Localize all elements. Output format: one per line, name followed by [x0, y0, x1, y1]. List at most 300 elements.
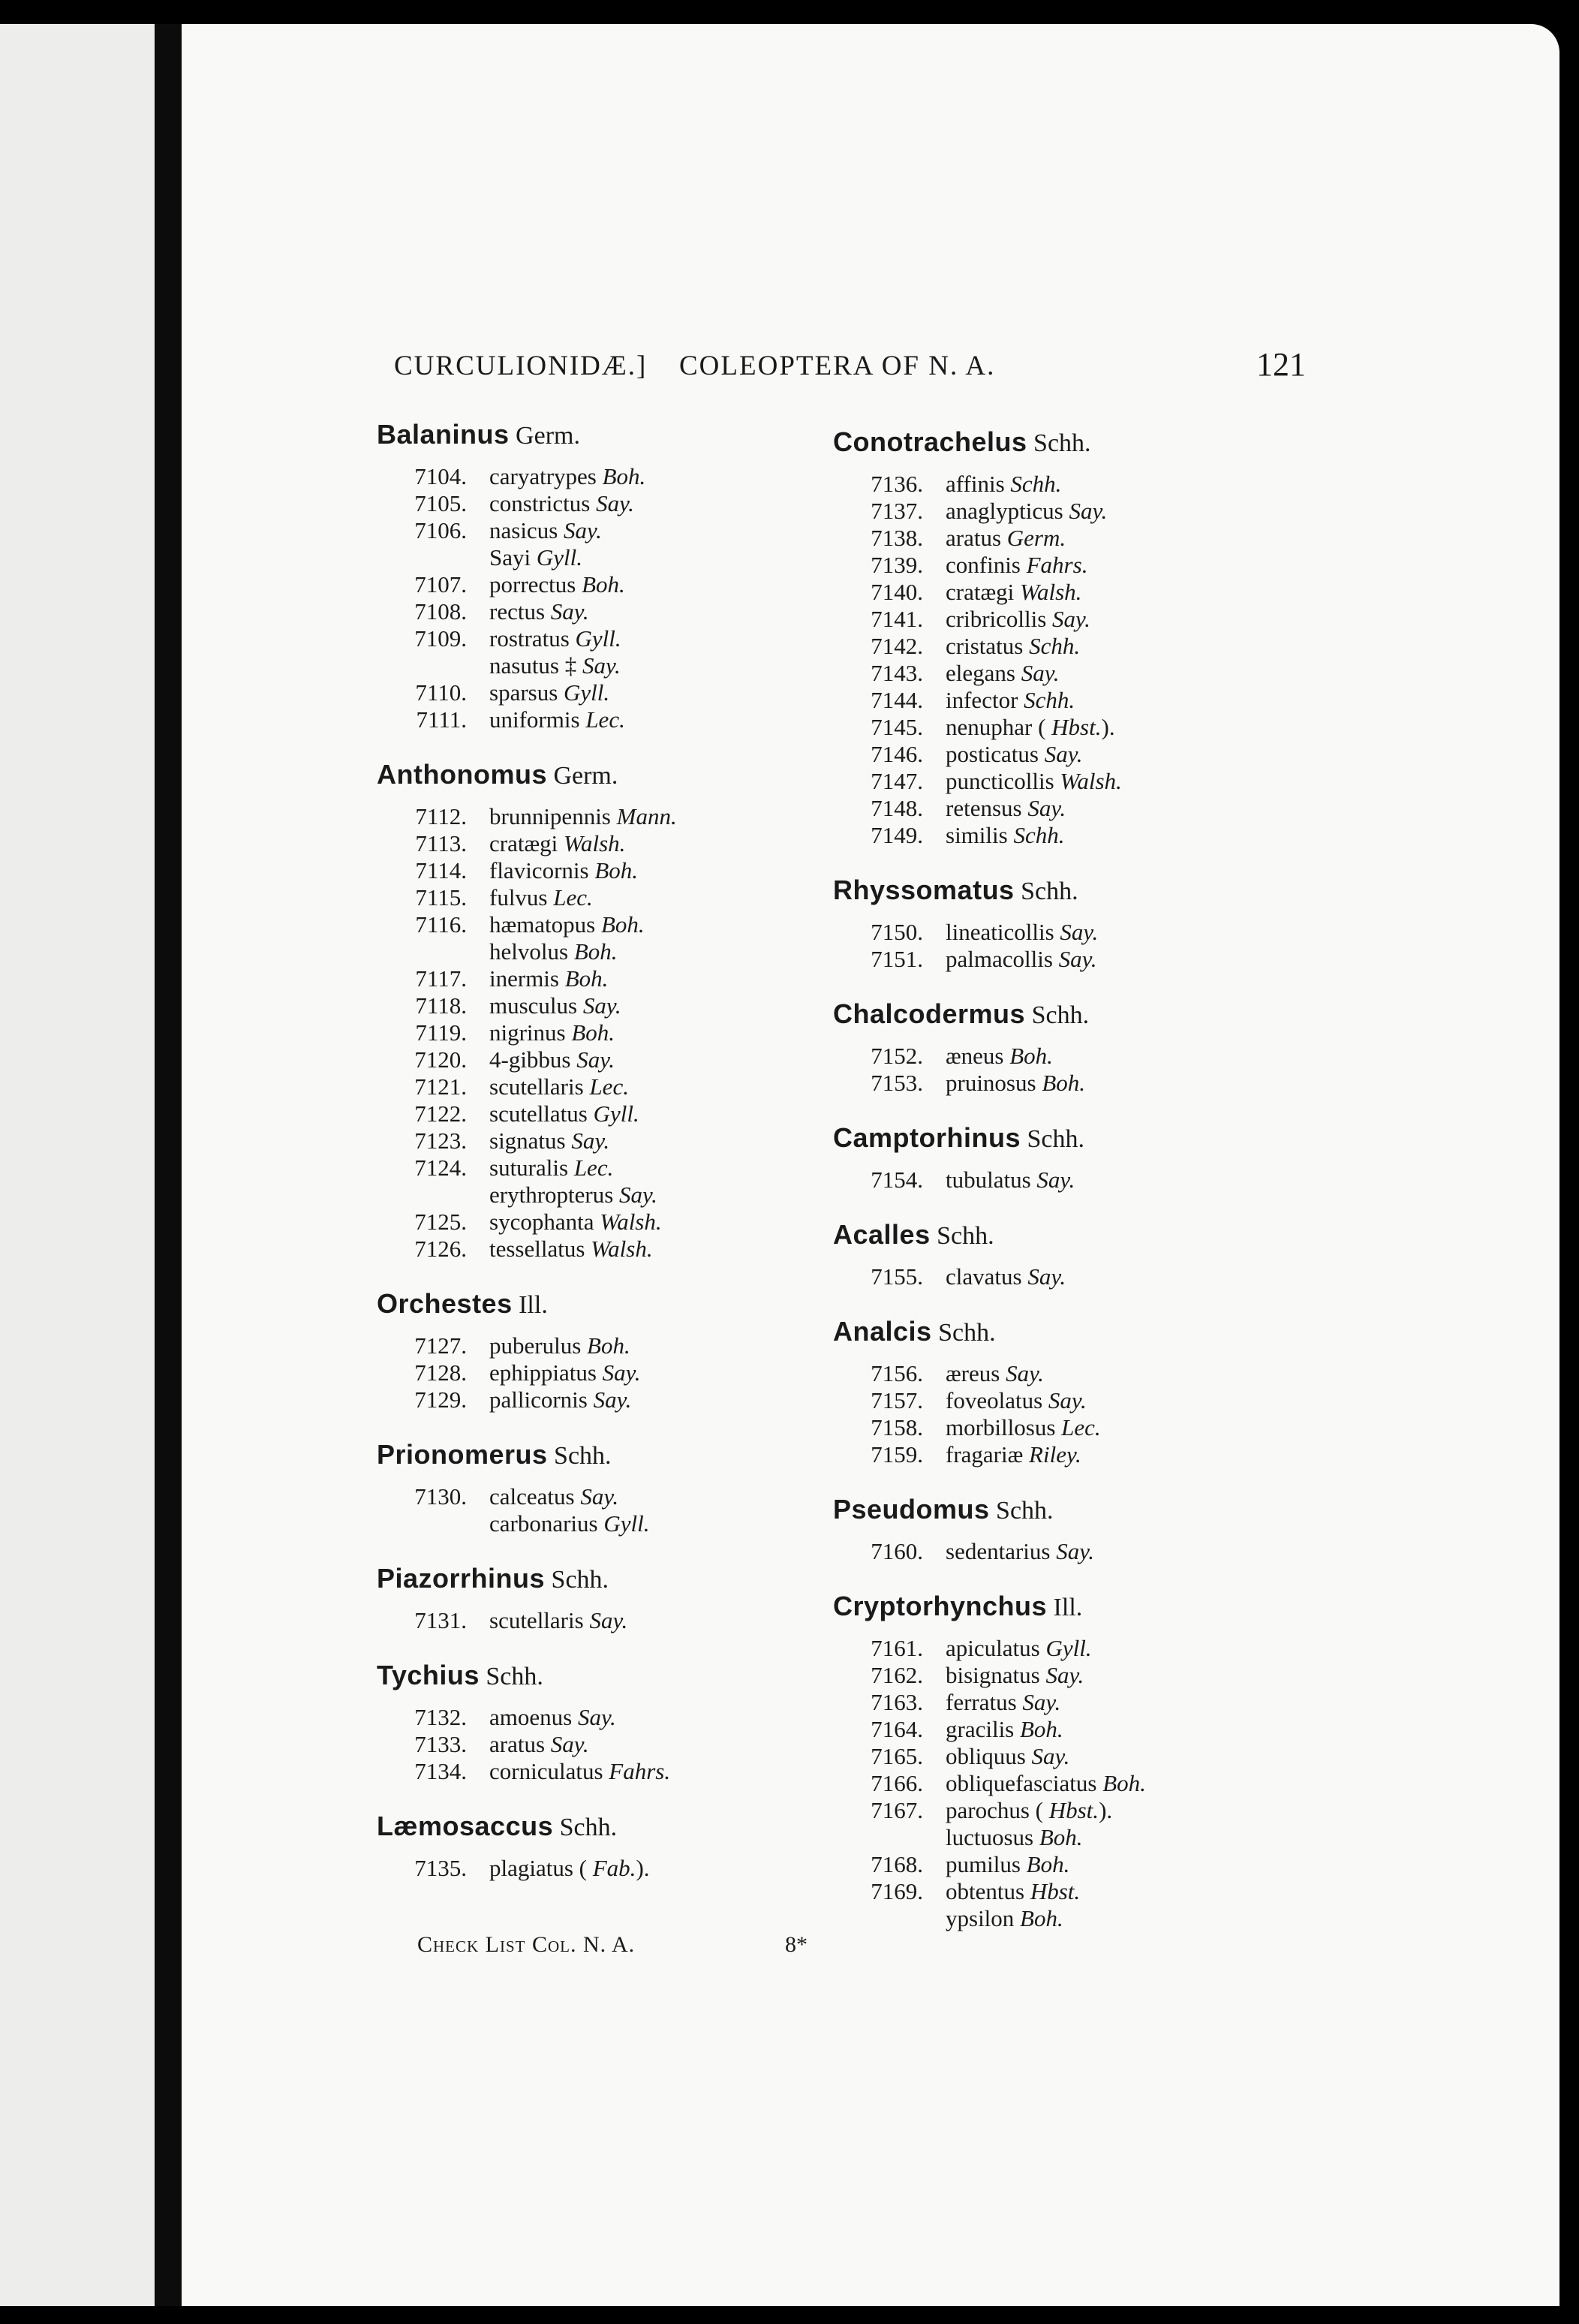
species-entry — [377, 598, 902, 625]
catalog-number: 7134. — [414, 1758, 467, 1784]
species-entry — [377, 857, 902, 884]
catalog-number: 7141. — [871, 606, 923, 632]
species-name: nenuphar ( Hbst.). — [946, 714, 1115, 740]
catalog-number: 7128. — [414, 1359, 467, 1386]
species-name: ferratus Say. — [946, 1689, 1061, 1715]
genus-author: Schh. — [545, 1566, 609, 1594]
species-name: sparsus Gyll. — [489, 679, 610, 706]
catalog-number: 7145. — [871, 714, 923, 740]
species-author: Say. — [1045, 1662, 1084, 1688]
species-entry — [833, 714, 1253, 741]
genus-heading — [833, 1489, 1253, 1531]
catalog-number: 7147. — [871, 768, 923, 794]
species-author: Say. — [1006, 1360, 1044, 1386]
catalog-number: 7160. — [871, 1538, 923, 1564]
species-name: Sayi Gyll. — [489, 544, 582, 570]
species-name: erythropterus Say. — [489, 1182, 657, 1208]
species-name: rectus Say. — [489, 598, 589, 625]
species-author: Walsh. — [1020, 579, 1082, 605]
species-author: Say. — [1031, 1743, 1070, 1769]
catalog-number: 7164. — [871, 1716, 923, 1742]
species-entry — [833, 1662, 1253, 1689]
genus-author: Ill. — [1047, 1594, 1083, 1621]
catalog-number: 7133. — [414, 1731, 467, 1757]
species-author: Say. — [580, 1483, 619, 1510]
species-name: nasutus ‡ Say. — [489, 652, 621, 679]
genus-author: Schh. — [1021, 1125, 1085, 1153]
facing-page-edge — [0, 24, 161, 2306]
species-author: Boh. — [564, 965, 609, 992]
catalog-number: 7162. — [871, 1662, 923, 1688]
species-entry — [377, 1386, 902, 1413]
catalog-number: 7159. — [871, 1441, 923, 1468]
species-name: cratægi Walsh. — [489, 830, 626, 856]
species-author: Mann. — [616, 803, 677, 829]
genus-name: Balaninus — [377, 419, 510, 450]
species-author: Boh. — [1102, 1770, 1146, 1796]
species-entry — [833, 1441, 1253, 1468]
synonym-entry — [377, 1510, 902, 1537]
catalog-number: 7165. — [871, 1743, 923, 1769]
genus-name: Tychius — [377, 1660, 480, 1690]
species-name: puncticollis Walsh. — [946, 768, 1122, 794]
species-name: rostratus Gyll. — [489, 625, 621, 652]
species-entry — [833, 1716, 1253, 1743]
catalog-number: 7129. — [414, 1386, 467, 1413]
species-name: infector Schh. — [946, 687, 1075, 713]
species-entry — [377, 884, 902, 911]
species-entry — [377, 463, 902, 490]
species-name: palmacollis Say. — [946, 946, 1097, 972]
genus-block — [833, 1118, 1253, 1194]
species-author: Boh. — [1020, 1905, 1063, 1931]
species-entry — [377, 1607, 902, 1634]
genus-block — [377, 1434, 902, 1537]
species-entry — [377, 490, 902, 517]
synonym-entry — [833, 1824, 1253, 1851]
catalog-number: 7169. — [871, 1878, 923, 1904]
genus-author: Schh. — [1014, 878, 1078, 905]
catalog-number: 7109. — [414, 625, 467, 652]
catalog-number: 7131. — [414, 1607, 467, 1633]
species-name: clavatus Say. — [946, 1263, 1066, 1290]
species-name: gracilis Boh. — [946, 1716, 1063, 1742]
species-entry — [377, 1073, 902, 1100]
genus-heading — [833, 870, 1253, 911]
species-author: Boh. — [573, 938, 618, 965]
species-author: Boh. — [587, 1332, 630, 1359]
catalog-number: 7137. — [871, 498, 923, 524]
species-entry — [377, 1209, 902, 1236]
catalog-number: 7148. — [871, 795, 923, 821]
species-author: Boh. — [571, 1019, 615, 1046]
species-name: affinis Schh. — [946, 471, 1062, 497]
genus-heading — [377, 1284, 902, 1325]
genus-block — [377, 1655, 902, 1785]
species-entry — [833, 795, 1253, 822]
species-author: Say. — [582, 992, 621, 1019]
genus-name: Analcis — [833, 1316, 932, 1347]
species-entry — [377, 517, 902, 544]
catalog-number: 7143. — [871, 660, 923, 686]
catalog-number: 7151. — [871, 946, 923, 972]
species-author: Say. — [602, 1359, 641, 1386]
catalog-number: 7121. — [414, 1073, 467, 1100]
genus-author: Schh. — [1025, 1001, 1090, 1029]
species-author: Say. — [1048, 1387, 1087, 1413]
species-author: Say. — [593, 1386, 632, 1413]
species-entry — [377, 1855, 902, 1882]
species-author: Hbst. — [1048, 1797, 1099, 1823]
species-name: fragariæ Riley. — [946, 1441, 1081, 1468]
genus-heading — [377, 754, 902, 796]
species-entry — [833, 1167, 1253, 1194]
species-author: Riley. — [1029, 1441, 1081, 1468]
genus-name: Chalcodermus — [833, 998, 1026, 1029]
species-author: Say. — [1069, 498, 1108, 524]
species-name: tessellatus Walsh. — [489, 1236, 653, 1262]
species-entry — [833, 1360, 1253, 1387]
genus-heading — [833, 1311, 1253, 1353]
species-name: parochus ( Hbst.). — [946, 1797, 1113, 1823]
species-name: caryatrypes Boh. — [489, 463, 646, 489]
species-entry — [377, 1100, 902, 1127]
species-name: musculus Say. — [489, 992, 621, 1019]
species-name: brunnipennis Mann. — [489, 803, 677, 829]
genus-heading — [377, 1558, 902, 1600]
species-name: suturalis Lec. — [489, 1154, 614, 1181]
genus-author: Schh. — [1027, 429, 1091, 457]
species-name: helvolus Boh. — [489, 938, 618, 965]
species-author: Say. — [1027, 1263, 1066, 1290]
species-name: ypsilon Boh. — [946, 1905, 1063, 1931]
page-number: 121 — [1256, 346, 1306, 383]
species-name: scutellaris Say. — [489, 1607, 628, 1633]
genus-author: Ill. — [512, 1291, 548, 1319]
running-header — [394, 345, 1306, 387]
species-name: confinis Fahrs. — [946, 552, 1088, 578]
species-author: Gyll. — [603, 1510, 650, 1537]
species-entry — [377, 1019, 902, 1046]
species-entry — [833, 946, 1253, 973]
species-author: Say. — [596, 490, 634, 516]
catalog-number: 7152. — [871, 1043, 923, 1069]
species-entry — [833, 1797, 1253, 1824]
species-entry — [833, 660, 1253, 687]
species-name: 4-gibbus Say. — [489, 1046, 615, 1073]
catalog-number: 7124. — [414, 1154, 467, 1181]
genus-author: Schh. — [989, 1497, 1054, 1525]
species-name: signatus Say. — [489, 1127, 610, 1154]
species-author: Boh. — [600, 911, 645, 938]
species-author: Boh. — [582, 571, 625, 598]
species-name: nasicus Say. — [489, 517, 602, 543]
species-entry — [377, 625, 902, 652]
species-name: pruinosus Boh. — [946, 1070, 1086, 1096]
catalog-number: 7138. — [871, 525, 923, 551]
genus-heading — [377, 1806, 902, 1847]
species-author: Walsh. — [591, 1236, 653, 1262]
catalog-number: 7108. — [414, 598, 467, 625]
species-name: pumilus Boh. — [946, 1851, 1070, 1877]
species-name: luctuosus Boh. — [946, 1824, 1083, 1850]
species-entry — [833, 1635, 1253, 1662]
genus-heading — [833, 1118, 1253, 1159]
species-author: Boh. — [1042, 1070, 1086, 1096]
species-name: obliquus Say. — [946, 1743, 1070, 1769]
genus-heading — [833, 1215, 1253, 1256]
catalog-number: 7122. — [414, 1100, 467, 1127]
species-author: Say. — [1060, 919, 1099, 945]
species-entry — [833, 1538, 1253, 1565]
page-footer — [417, 1932, 808, 1970]
species-name: hæmatopus Boh. — [489, 911, 645, 938]
catalog-number: 7139. — [871, 552, 923, 578]
catalog-number: 7167. — [871, 1797, 923, 1823]
species-name: scutellaris Lec. — [489, 1073, 629, 1100]
species-author: Gyll. — [593, 1100, 639, 1127]
species-author: Schh. — [1010, 471, 1062, 497]
genus-block — [833, 422, 1253, 849]
species-name: cristatus Schh. — [946, 633, 1081, 659]
species-name: plagiatus ( Fab.). — [489, 1855, 650, 1881]
genus-author: Schh. — [931, 1319, 996, 1347]
genus-name: Prionomerus — [377, 1439, 548, 1470]
species-name: scutellatus Gyll. — [489, 1100, 639, 1127]
species-entry — [833, 606, 1253, 633]
genus-block — [833, 1311, 1253, 1468]
genus-block — [377, 754, 902, 1263]
genus-author: Germ. — [509, 422, 580, 450]
species-author: Say. — [577, 1704, 616, 1730]
species-name: constrictus Say. — [489, 490, 634, 516]
genus-heading — [833, 422, 1253, 463]
species-name: calceatus Say. — [489, 1483, 619, 1510]
genus-heading — [377, 1655, 902, 1696]
species-author: Boh. — [1039, 1824, 1083, 1850]
species-entry — [377, 1731, 902, 1758]
species-name: bisignatus Say. — [946, 1662, 1084, 1688]
catalog-number: 7120. — [414, 1046, 467, 1073]
catalog-number: 7105. — [414, 490, 467, 516]
species-entry — [377, 1236, 902, 1263]
genus-block — [833, 870, 1253, 973]
species-entry — [833, 525, 1253, 552]
genus-author: Schh. — [553, 1814, 618, 1841]
species-entry — [377, 679, 902, 706]
left-column — [377, 414, 902, 1903]
catalog-number: 7114. — [415, 857, 467, 884]
species-name: obliquefasciatus Boh. — [946, 1770, 1146, 1796]
species-entry — [377, 1483, 902, 1510]
species-entry — [377, 965, 902, 992]
species-name: inermis Boh. — [489, 965, 609, 992]
catalog-number: 7135. — [414, 1855, 467, 1881]
species-author: Say. — [550, 598, 589, 625]
header-family: CURCULIONIDÆ.] — [394, 351, 648, 381]
species-author: Lec. — [585, 706, 625, 733]
species-entry — [833, 471, 1253, 498]
catalog-number: 7132. — [414, 1704, 467, 1730]
species-author: Lec. — [553, 884, 593, 911]
species-author: Say. — [582, 652, 621, 679]
species-name: æneus Boh. — [946, 1043, 1053, 1069]
genus-author: Schh. — [479, 1663, 543, 1690]
genus-block — [377, 1806, 902, 1882]
catalog-number: 7161. — [871, 1635, 923, 1661]
catalog-number: 7144. — [871, 687, 923, 713]
species-name: morbillosus Lec. — [946, 1414, 1101, 1440]
genus-block — [377, 414, 902, 733]
species-entry — [377, 992, 902, 1019]
species-author: Say. — [1021, 660, 1060, 686]
species-entry — [833, 1878, 1253, 1905]
species-author: Boh. — [594, 857, 639, 884]
species-author: Walsh. — [1060, 768, 1122, 794]
species-author: Say. — [1056, 1538, 1095, 1564]
species-entry — [377, 830, 902, 857]
catalog-number: 7116. — [415, 911, 467, 938]
species-name: tubulatus Say. — [946, 1167, 1075, 1193]
catalog-number: 7130. — [414, 1483, 467, 1510]
species-name: foveolatus Say. — [946, 1387, 1087, 1413]
genus-name: Piazorrhinus — [377, 1563, 546, 1594]
species-entry — [833, 768, 1253, 795]
species-entry — [833, 1043, 1253, 1070]
genus-name: Anthonomus — [377, 759, 547, 790]
species-author: Boh. — [602, 463, 646, 489]
species-entry — [833, 822, 1253, 849]
header-title: COLEOPTERA OF N. A. — [679, 351, 996, 381]
right-column — [833, 422, 1253, 1953]
genus-block — [833, 1489, 1253, 1565]
species-name: fulvus Lec. — [489, 884, 593, 911]
species-author: Germ. — [1006, 525, 1066, 551]
genus-name: Cryptorhynchus — [833, 1591, 1048, 1621]
catalog-number: 7150. — [871, 919, 923, 945]
species-name: puberulus Boh. — [489, 1332, 630, 1359]
species-name: retensus Say. — [946, 795, 1066, 821]
genus-name: Camptorhinus — [833, 1122, 1021, 1153]
book-gutter — [155, 24, 182, 2306]
catalog-number: 7117. — [415, 965, 467, 992]
catalog-number: 7123. — [414, 1127, 467, 1154]
species-author: Say. — [589, 1607, 628, 1633]
species-entry — [377, 1046, 902, 1073]
species-author: Say. — [1036, 1167, 1075, 1193]
species-author: Lec. — [573, 1154, 614, 1181]
species-author: Fahrs. — [609, 1758, 671, 1784]
species-name: cribricollis Say. — [946, 606, 1090, 632]
species-name: obtentus Hbst. — [946, 1878, 1081, 1904]
synonym-entry — [377, 1182, 902, 1209]
species-name: elegans Say. — [946, 660, 1060, 686]
catalog-number: 7153. — [871, 1070, 923, 1096]
species-entry — [833, 498, 1253, 525]
species-name: similis Schh. — [946, 822, 1065, 848]
genus-author: Schh. — [547, 1442, 612, 1470]
catalog-number: 7126. — [414, 1236, 467, 1262]
catalog-number: 7112. — [415, 803, 467, 829]
catalog-number: 7142. — [871, 633, 923, 659]
genus-heading — [833, 994, 1253, 1035]
species-author: Say. — [1058, 946, 1097, 972]
catalog-number: 7106. — [414, 517, 467, 543]
genus-block — [377, 1284, 902, 1413]
catalog-number: 7125. — [414, 1209, 467, 1235]
catalog-number: 7104. — [414, 463, 467, 489]
catalog-number: 7140. — [871, 579, 923, 605]
species-entry — [833, 1070, 1253, 1097]
species-entry — [833, 633, 1253, 660]
catalog-number: 7157. — [871, 1387, 923, 1413]
species-author: Say. — [1027, 795, 1066, 821]
catalog-number: 7118. — [415, 992, 467, 1019]
genus-name: Orchestes — [377, 1288, 513, 1319]
species-author: Say. — [1022, 1689, 1061, 1715]
species-entry — [833, 1851, 1253, 1878]
species-author: Hbst. — [1051, 714, 1102, 740]
species-author: Boh. — [1009, 1043, 1053, 1069]
catalog-number: 7168. — [871, 1851, 923, 1877]
genus-author: Germ. — [546, 762, 618, 790]
species-author: Say. — [1044, 741, 1083, 767]
species-name: posticatus Say. — [946, 741, 1083, 767]
genus-name: Acalles — [833, 1219, 931, 1250]
genus-block — [377, 1558, 902, 1634]
species-name: sycophanta Walsh. — [489, 1209, 662, 1235]
species-entry — [833, 741, 1253, 768]
genus-block — [833, 1586, 1253, 1932]
genus-block — [833, 994, 1253, 1097]
species-entry — [833, 919, 1253, 946]
genus-heading — [833, 1586, 1253, 1627]
catalog-number: 7111. — [416, 706, 467, 733]
species-author: Lec. — [589, 1073, 629, 1100]
species-entry — [833, 1743, 1253, 1770]
species-author: Fab. — [592, 1855, 636, 1881]
species-name: nigrinus Boh. — [489, 1019, 615, 1046]
species-name: amoenus Say. — [489, 1704, 616, 1730]
species-entry — [833, 1387, 1253, 1414]
species-name: aratus Germ. — [946, 525, 1066, 551]
species-author: Lec. — [1061, 1414, 1101, 1440]
species-name: corniculatus Fahrs. — [489, 1758, 671, 1784]
species-name: lineaticollis Say. — [946, 919, 1099, 945]
species-author: Gyll. — [1045, 1635, 1092, 1661]
species-entry — [833, 1770, 1253, 1797]
genus-author: Schh. — [930, 1222, 994, 1250]
species-name: porrectus Boh. — [489, 571, 625, 598]
species-entry — [377, 571, 902, 598]
species-author: Boh. — [1020, 1716, 1063, 1742]
catalog-number: 7163. — [871, 1689, 923, 1715]
genus-name: Rhyssomatus — [833, 875, 1015, 905]
species-entry — [377, 1704, 902, 1731]
species-author: Gyll. — [575, 625, 621, 652]
species-entry — [377, 1758, 902, 1785]
signature-mark: 8* — [785, 1932, 808, 1957]
species-author: Say. — [619, 1182, 657, 1208]
synonym-entry — [833, 1905, 1253, 1932]
catalog-number: 7146. — [871, 741, 923, 767]
catalog-number: 7115. — [415, 884, 467, 911]
species-author: Schh. — [1013, 822, 1065, 848]
species-author: Fahrs. — [1026, 552, 1088, 578]
genus-name: Conotrachelus — [833, 426, 1027, 457]
genus-block — [833, 1215, 1253, 1290]
species-name: pallicornis Say. — [489, 1386, 632, 1413]
